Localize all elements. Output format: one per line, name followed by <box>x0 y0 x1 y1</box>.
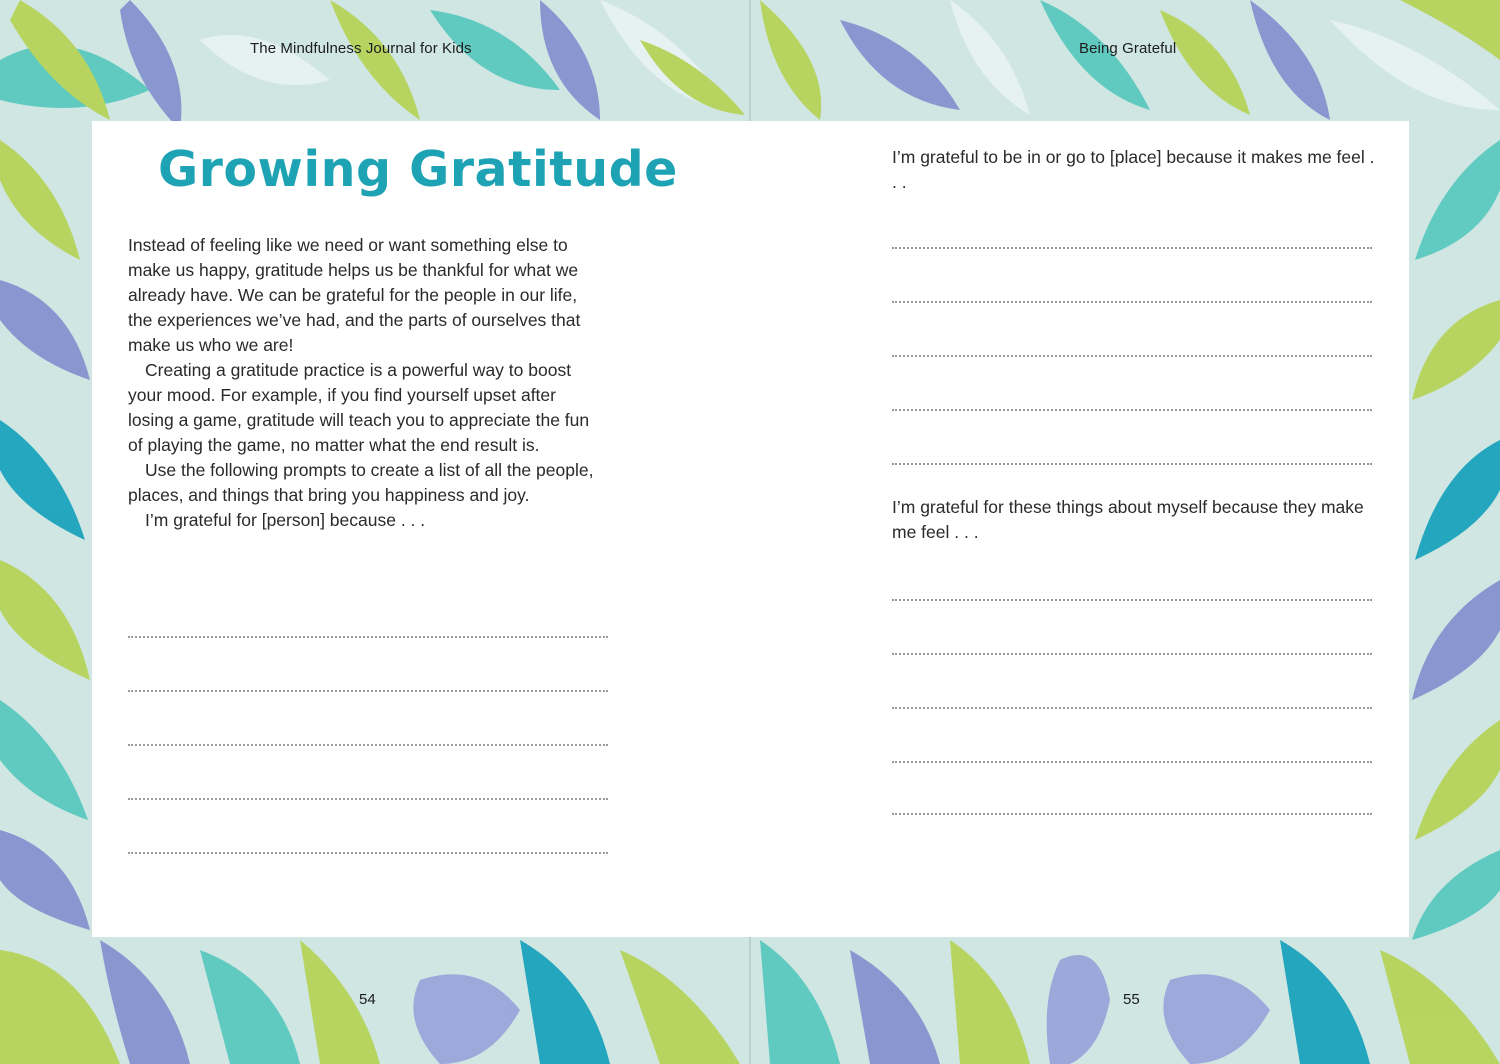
prompt-place: I’m grateful to be in or go to [place] because it makes me feel . . . <box>892 147 1375 192</box>
page-title: Growing Gratitude <box>158 141 678 198</box>
prompt-self: I’m grateful for these things about myself because they make me feel . . . <box>892 497 1364 542</box>
writing-line[interactable] <box>892 355 1372 357</box>
writing-line[interactable] <box>892 599 1372 601</box>
running-head-left: The Mindfulness Journal for Kids <box>250 40 472 57</box>
paragraph: Use the following prompts to create a list of all the people, places, and things that bring you happiness and joy. <box>128 460 594 505</box>
running-head-right: Being Grateful <box>1079 40 1177 57</box>
paragraph: Creating a gratitude practice is a powerful way to boost your mood. For example, if you find yourself upset after losing a game, gratitude will teach you to appreciate the fun of playing the game, no matter what the end result is. <box>128 360 590 455</box>
writing-line[interactable] <box>892 761 1372 763</box>
writing-line[interactable] <box>892 653 1372 655</box>
writing-line[interactable] <box>892 707 1372 709</box>
page-number-right: 55 <box>1123 991 1140 1008</box>
paragraph: Instead of feeling like we need or want something else to make us happy, gratitude helps us be thankful for what we already have. We can be grateful for the people in our life, the experiences we’ve had, and the parts of ourselves that make us who we are! <box>128 235 581 355</box>
writing-line[interactable] <box>892 463 1372 465</box>
writing-line[interactable] <box>892 301 1372 303</box>
writing-line[interactable] <box>128 690 608 692</box>
content-panel <box>92 121 1409 937</box>
intro-text <box>128 233 603 533</box>
prompt-person: I’m grateful for [person] because . . . <box>145 510 426 530</box>
writing-line[interactable] <box>892 409 1372 411</box>
page-number-left: 54 <box>359 991 376 1008</box>
writing-line[interactable] <box>128 798 608 800</box>
writing-line[interactable] <box>892 247 1372 249</box>
writing-line[interactable] <box>128 852 608 854</box>
writing-line[interactable] <box>892 813 1372 815</box>
writing-line[interactable] <box>128 744 608 746</box>
writing-line[interactable] <box>128 636 608 638</box>
